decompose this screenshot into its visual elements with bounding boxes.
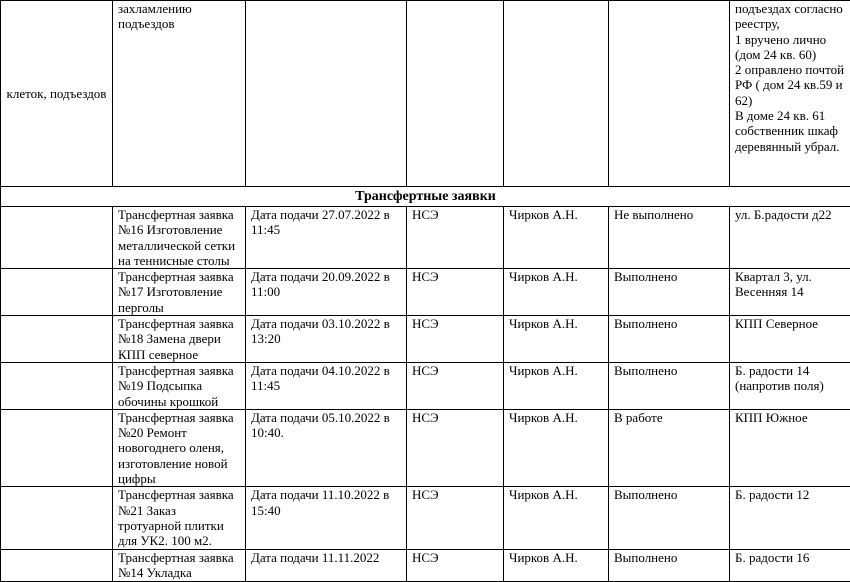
cell-status: Выполнено xyxy=(609,316,730,363)
cell-date: Дата подачи 27.07.2022 в 11:45 xyxy=(246,207,407,269)
cell-dept xyxy=(407,1,504,187)
cell-dept: НСЭ xyxy=(407,362,504,409)
cell-date: Дата подачи 04.10.2022 в 11:45 xyxy=(246,362,407,409)
table-row xyxy=(1,269,850,316)
cell-address: КПП Южное xyxy=(730,409,850,486)
cell-dept: НСЭ xyxy=(407,409,504,486)
cell-person: Чирков А.Н. xyxy=(504,409,609,486)
cell-status: Выполнено xyxy=(609,549,730,581)
cell-person: Чирков А.Н. xyxy=(504,207,609,269)
address-line: 1 вручено лично (дом 24 кв. 60) xyxy=(735,32,847,63)
address-line: 2 оправлено почтой РФ ( дом 24 кв.59 и 62) xyxy=(735,62,847,108)
cell-dept: НСЭ xyxy=(407,549,504,581)
cell-category xyxy=(1,269,113,316)
cell-date: Дата подачи 11.10.2022 в 15:40 xyxy=(246,487,407,549)
cell-status: Выполнено xyxy=(609,269,730,316)
cell-task: Трансфертная заявка №20 Ремонт новогоднего оленя, изготовление новой цифры xyxy=(113,409,246,486)
cell-person: Чирков А.Н. xyxy=(504,487,609,549)
cell-date: Дата подачи 11.11.2022 xyxy=(246,549,407,581)
address-line: подъездах согласно реестру, xyxy=(735,1,847,32)
cell-category xyxy=(1,316,113,363)
table-row xyxy=(1,487,850,549)
cell-date: Дата подачи 20.09.2022 в 11:00 xyxy=(246,269,407,316)
cell-date: Дата подачи 05.10.2022 в 10:40. xyxy=(246,409,407,486)
cell-category: клеток, подъездов xyxy=(1,1,113,187)
cell-date xyxy=(246,1,407,187)
table-row xyxy=(1,1,850,187)
cell-task: Трансфертная заявка №19 Подсыпка обочины крошкой xyxy=(113,362,246,409)
cell-date: Дата подачи 03.10.2022 в 13:20 xyxy=(246,316,407,363)
cell-address: ул. Б.радости д22 xyxy=(730,207,850,269)
cell-category xyxy=(1,549,113,581)
cell-status: Не выполнено xyxy=(609,207,730,269)
cell-person: Чирков А.Н. xyxy=(504,362,609,409)
cell-category xyxy=(1,409,113,486)
cell-address: Б. радости 14 (напротив поля) xyxy=(730,362,850,409)
cell-address: Б. радости 12 xyxy=(730,487,850,549)
cell-address: Квартал 3, ул. Весенняя 14 xyxy=(730,269,850,316)
cell-dept: НСЭ xyxy=(407,487,504,549)
cell-task: захламлению подъездов xyxy=(113,1,246,187)
address-line: В доме 24 кв. 61 собственник шкаф деревянный убрал. xyxy=(735,108,847,154)
cell-person: Чирков А.Н. xyxy=(504,549,609,581)
cell-address: Б. радости 16 xyxy=(730,549,850,581)
cell-status xyxy=(609,1,730,187)
cell-person xyxy=(504,1,609,187)
table-row xyxy=(1,362,850,409)
table-row xyxy=(1,207,850,269)
cell-category xyxy=(1,207,113,269)
cell-dept: НСЭ xyxy=(407,269,504,316)
cell-task: Трансфертная заявка №14 Укладка xyxy=(113,549,246,581)
cell-task: Трансфертная заявка №17 Изготовление перголы xyxy=(113,269,246,316)
cell-address xyxy=(730,1,850,187)
cell-status: Выполнено xyxy=(609,362,730,409)
table-row xyxy=(1,316,850,363)
section-title: Трансфертные заявки xyxy=(1,187,850,207)
section-header-row xyxy=(1,187,850,207)
cell-person: Чирков А.Н. xyxy=(504,316,609,363)
cell-status: В работе xyxy=(609,409,730,486)
cell-address: КПП Северное xyxy=(730,316,850,363)
cell-task: Трансфертная заявка №21 Заказ тротуарной плитки для УК2. 100 м2. xyxy=(113,487,246,549)
cell-dept: НСЭ xyxy=(407,316,504,363)
cell-task: Трансфертная заявка №18 Замена двери КПП северное xyxy=(113,316,246,363)
table-row xyxy=(1,409,850,486)
cell-category xyxy=(1,362,113,409)
cell-status: Выполнено xyxy=(609,487,730,549)
cell-category xyxy=(1,487,113,549)
cell-person: Чирков А.Н. xyxy=(504,269,609,316)
cell-task: Трансфертная заявка №16 Изготовление металлической сетки на теннисные столы xyxy=(113,207,246,269)
cell-dept: НСЭ xyxy=(407,207,504,269)
table-row xyxy=(1,549,850,581)
